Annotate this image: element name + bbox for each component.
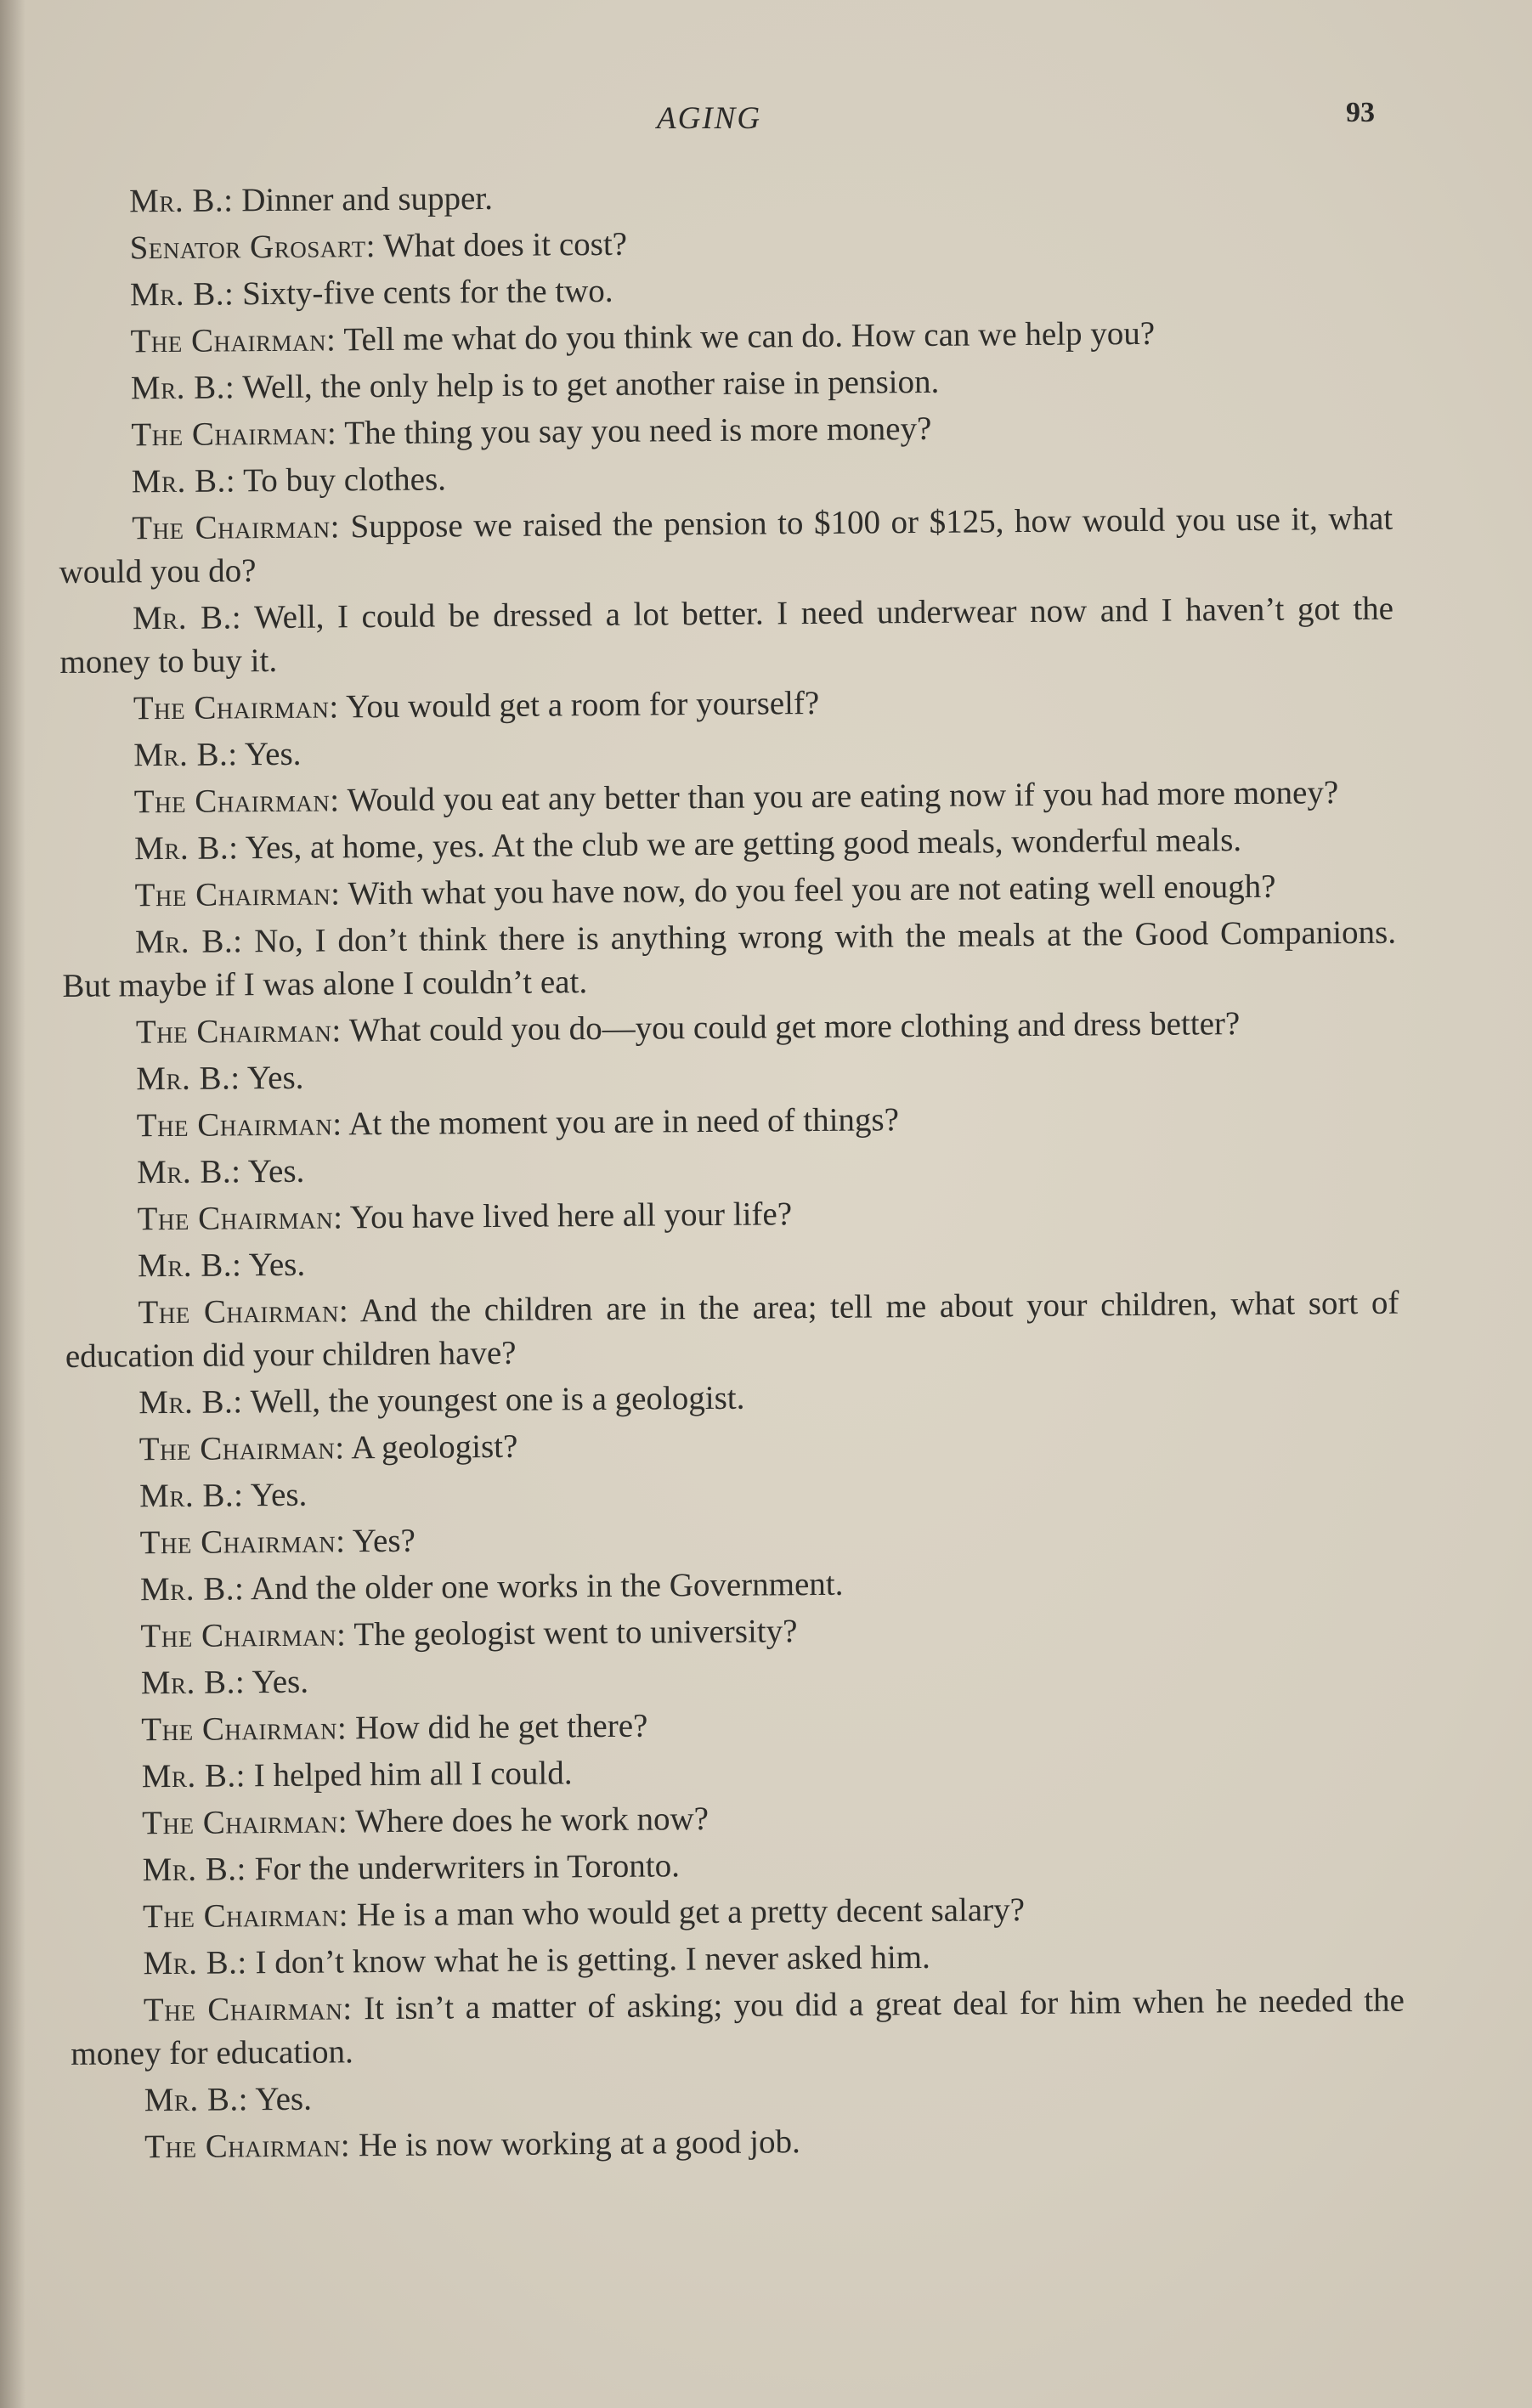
speaker-label: The Chairman: <box>140 1616 347 1655</box>
speaker-label: Mr. B.: <box>134 829 239 868</box>
dialogue-paragraph <box>67 1605 1401 1659</box>
utterance-text: Yes. <box>248 1246 306 1284</box>
utterance-text: Yes? <box>352 1522 416 1560</box>
dialogue-paragraph <box>61 864 1395 918</box>
speaker-label: The Chairman: <box>132 508 341 547</box>
speaker-label: Mr. B.: <box>136 1060 240 1098</box>
dialogue-paragraph <box>66 1418 1400 1472</box>
dialogue-paragraph <box>65 1235 1399 1288</box>
running-title: AGING <box>657 101 762 136</box>
dialogue-paragraph <box>69 1792 1403 1846</box>
speaker-label: The Chairman: <box>134 875 341 914</box>
dialogue-paragraph <box>56 170 1390 223</box>
utterance-text: You would get a room for yourself? <box>345 684 820 726</box>
speaker-label: Senator Grosart: <box>129 228 376 267</box>
dialogue-paragraph <box>70 1885 1404 1939</box>
utterance-text: It isn’t a matter of asking; you did a great deal for him when he needed the money for education. <box>71 1981 1405 2072</box>
dialogue-paragraph <box>70 1932 1404 1986</box>
speaker-label: Mr. B.: <box>133 736 238 774</box>
speaker-label: Mr. B.: <box>137 1153 241 1191</box>
utterance-text: I don’t know what he is getting. I never asked him. <box>255 1938 930 1981</box>
dialogue-paragraph <box>68 1699 1402 1752</box>
speaker-label: Mr. B.: <box>134 923 243 961</box>
utterance-text: Yes. <box>244 735 302 773</box>
dialogue-paragraph <box>60 724 1394 777</box>
dialogue-paragraph <box>63 1001 1397 1054</box>
speaker-label: The Chairman: <box>133 688 339 727</box>
dialogue-paragraph <box>71 2116 1405 2169</box>
utterance-text: At the moment you are in need of things? <box>348 1101 900 1143</box>
utterance-text: He is a man who would get a pretty decent salary? <box>356 1891 1026 1934</box>
utterance-text: He is now working at a good job. <box>358 2123 800 2164</box>
utterance-text: Yes. <box>252 1663 309 1701</box>
utterance-text: Where does he work now? <box>354 1800 709 1840</box>
speaker-label: The Chairman: <box>144 2127 351 2166</box>
speaker-label: The Chairman: <box>133 782 340 821</box>
page-number: 93 <box>1346 97 1375 128</box>
binding-shadow <box>0 0 25 2408</box>
utterance-text: I helped him all I could. <box>253 1755 573 1795</box>
utterance-text: Sixty-five cents for the two. <box>241 272 613 313</box>
utterance-text: Would you eat any better than you are eating now if you had more money? <box>347 774 1339 819</box>
utterance-text: Yes. <box>255 2080 313 2118</box>
speaker-label: The Chairman: <box>131 415 337 454</box>
speaker-label: The Chairman: <box>139 1523 346 1562</box>
speaker-label: Mr. B.: <box>139 1383 243 1422</box>
dialogue-paragraph <box>58 357 1392 410</box>
speaker-label: Mr. B.: <box>131 462 236 500</box>
utterance-text: And the children are in the area; tell me about your children, what sort of education did your children have? <box>65 1284 1399 1375</box>
dialogue-paragraph <box>59 587 1394 684</box>
dialogue-paragraph <box>71 1979 1405 2076</box>
utterance-text: A geologist? <box>351 1427 518 1467</box>
speaker-label: Mr. B.: <box>144 2081 249 2119</box>
speaker-label: The Chairman: <box>139 1429 345 1468</box>
speaker-label: Mr. B.: <box>129 275 235 314</box>
utterance-text: Suppose we raised the pension to $100 or $125, how would you use it, what would you do? <box>59 500 1393 591</box>
dialogue-paragraph <box>65 1281 1399 1378</box>
utterance-text: You have lived here all your life? <box>349 1196 793 1236</box>
dialogue-paragraph <box>57 310 1391 364</box>
utterance-text: Yes. <box>247 1152 305 1190</box>
dialogue-paragraph <box>69 1839 1403 1892</box>
dialogue-paragraph <box>65 1371 1399 1425</box>
utterance-text: And the older one works in the Government. <box>250 1565 844 1608</box>
speaker-label: Mr. B.: <box>142 1851 247 1889</box>
utterance-text: The thing you say you need is more money? <box>344 410 932 452</box>
speaker-label: Mr. B.: <box>139 1477 244 1515</box>
speaker-label: Mr. B.: <box>132 599 242 637</box>
dialogue-paragraph <box>63 1048 1397 1101</box>
speaker-label: The Chairman: <box>143 1990 353 2029</box>
dialogue-paragraph <box>69 1745 1403 1799</box>
dialogue-paragraph <box>62 911 1397 1008</box>
speaker-label: Mr. B.: <box>137 1246 242 1285</box>
speaker-label: The Chairman: <box>142 1803 348 1842</box>
dialogue-paragraph <box>56 217 1390 270</box>
utterance-text: Yes, at home, yes. At the club we are getting good meals, wonderful meals. <box>245 822 1242 867</box>
utterance-text: Yes. <box>250 1476 308 1514</box>
dialogue-paragraph <box>66 1465 1400 1518</box>
dialogue-paragraph <box>64 1141 1398 1195</box>
dialogue-paragraph <box>60 677 1394 731</box>
utterance-text: With what you have now, do you feel you are not eating well enough? <box>348 868 1276 913</box>
utterance-text: What could you do—you could get more clothing and dress better? <box>348 1005 1241 1049</box>
speaker-label: Mr. B.: <box>139 1570 245 1608</box>
running-header <box>0 97 1532 143</box>
utterance-text: Well, the youngest one is a geologist. <box>250 1379 745 1421</box>
utterance-text: For the underwriters in Toronto. <box>254 1847 681 1888</box>
utterance-text: Dinner and supper. <box>241 179 494 219</box>
speaker-label: The Chairman: <box>137 1199 343 1238</box>
utterance-text: What does it cost? <box>382 225 628 264</box>
dialogue-paragraph <box>64 1188 1398 1241</box>
dialogue-paragraph <box>64 1094 1398 1148</box>
dialogue-paragraph <box>71 2069 1405 2123</box>
dialogue-paragraph <box>66 1512 1400 1565</box>
dialogue-paragraph <box>59 450 1393 504</box>
utterance-text: To buy clothes. <box>242 461 447 500</box>
dialogue-paragraph <box>57 263 1391 317</box>
speaker-label: The Chairman: <box>135 1012 342 1051</box>
dialogue-paragraph <box>67 1558 1401 1612</box>
speaker-label: Mr. B.: <box>140 1664 246 1702</box>
speaker-label: The Chairman: <box>130 321 336 360</box>
speaker-label: The Chairman: <box>142 1896 349 1936</box>
speaker-label: The Chairman: <box>141 1710 348 1749</box>
utterance-text: No, I don’t think there is anything wrong with the meals at the Good Companions. But maybe if I was alone I couldn’t eat. <box>62 913 1397 1004</box>
utterance-text: How did he get there? <box>354 1707 648 1747</box>
dialogue-paragraph <box>61 817 1395 871</box>
speaker-label: Mr. B.: <box>129 182 234 220</box>
dialogue-paragraph <box>68 1652 1402 1705</box>
speaker-label: The Chairman: <box>136 1105 342 1145</box>
speaker-label: Mr. B.: <box>141 1757 246 1795</box>
utterance-text: Well, the only help is to get another raise in pension. <box>242 363 940 406</box>
utterance-text: Yes. <box>246 1059 304 1097</box>
speaker-label: Mr. B.: <box>143 1944 247 1982</box>
dialogue-paragraph <box>58 404 1392 457</box>
utterance-text: Well, I could be dressed a lot better. I need underwear now and I haven’t got the money to buy it. <box>59 590 1394 681</box>
speaker-label: Mr. B.: <box>130 369 235 407</box>
dialogue-paragraph <box>61 771 1395 824</box>
utterance-text: Tell me what do you think we can do. How can we help you? <box>343 314 1156 359</box>
transcript-body <box>56 170 1405 2173</box>
utterance-text: The geologist went to university? <box>353 1613 798 1653</box>
speaker-label: The Chairman: <box>138 1292 349 1331</box>
dialogue-paragraph <box>59 497 1393 594</box>
